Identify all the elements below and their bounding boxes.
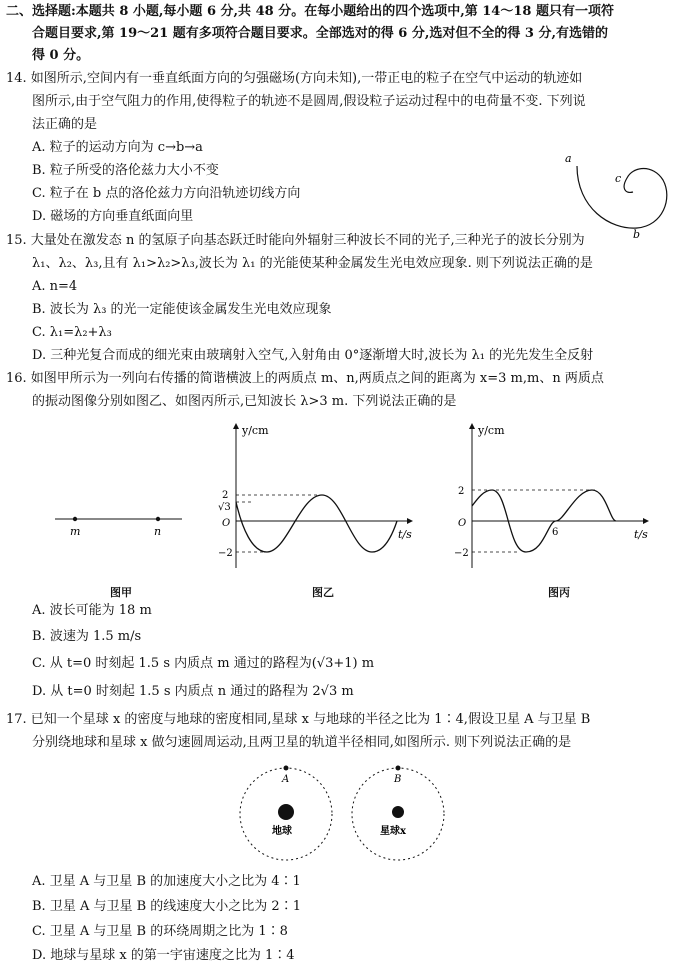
q17-stem-line2: 分别绕地球和星球 x 做匀速圆周运动,且两卫星的轨道半径相同,如图所示. 则下列说法正确的是 bbox=[32, 735, 572, 750]
tick-2: 2 bbox=[458, 486, 465, 497]
caption-yi: 图乙 bbox=[312, 586, 334, 599]
tick-root3: √3 bbox=[218, 502, 231, 513]
q14-trajectory-figure bbox=[555, 148, 675, 238]
q15-option-d: D. 三种光复合而成的细光束由玻璃射入空气,入射角由 0°逐渐增大时,波长为 λ₁ 的光先发生全反射 bbox=[32, 348, 594, 363]
xlabel: t/s bbox=[398, 528, 412, 541]
satellite-b bbox=[396, 766, 401, 771]
label-planet: 星球x bbox=[380, 826, 406, 837]
q17-stem-line1: 17. 已知一个星球 x 的密度与地球的密度相同,星球 x 与地球的半径之比为 1∶4,假设卫星 A 与卫星 B bbox=[6, 712, 591, 727]
label-c: c bbox=[615, 172, 622, 185]
tick-origin: O bbox=[458, 518, 467, 529]
q15-option-b: B. 波长为 λ₃ 的光一定能使该金属发生光电效应现象 bbox=[32, 302, 332, 317]
section-header-line2: 合题目要求,第 19～21 题有多项符合题目要求。全部选对的得 6 分,选对但不全的得 3 分,有选错的 bbox=[32, 26, 609, 41]
q16-fig-yi bbox=[212, 418, 424, 578]
q15-option-a: A. n=4 bbox=[32, 279, 78, 294]
q15-option-c: C. λ₁=λ₂+λ₃ bbox=[32, 325, 112, 340]
q16-option-b: B. 波速为 1.5 m/s bbox=[32, 629, 142, 644]
q14-stem-line3: 法正确的是 bbox=[32, 117, 98, 132]
q16-fig-jia bbox=[50, 505, 190, 545]
tick-minus2: −2 bbox=[454, 548, 469, 559]
q17-option-c: C. 卫星 A 与卫星 B 的环绕周期之比为 1∶8 bbox=[32, 924, 288, 939]
vibration-curve-m bbox=[236, 495, 397, 552]
q14-option-b: B. 粒子所受的洛伦兹力大小不变 bbox=[32, 163, 219, 178]
tick-6: 6 bbox=[552, 527, 559, 538]
label-m: m bbox=[70, 525, 81, 538]
point-n bbox=[156, 517, 160, 521]
q16-option-a: A. 波长可能为 18 m bbox=[32, 603, 152, 618]
caption-bing: 图丙 bbox=[548, 586, 570, 599]
tick-origin: O bbox=[222, 518, 231, 529]
section-header-line3: 得 0 分。 bbox=[32, 48, 90, 63]
q16-stem-line1: 16. 如图甲所示为一列向右传播的简谐横波上的两质点 m、n,两质点之间的距离为 x=3 m,m、n 两质点 bbox=[6, 371, 604, 386]
q16-stem-line2: 的振动图像分别如图乙、如图丙所示,已知波长 λ>3 m. 下列说法正确的是 bbox=[32, 394, 457, 409]
xlabel: t/s bbox=[634, 528, 648, 541]
q17-option-d: D. 地球与星球 x 的第一宇宙速度之比为 1∶4 bbox=[32, 948, 295, 963]
tick-minus2: −2 bbox=[218, 548, 233, 559]
caption-jia: 图甲 bbox=[110, 586, 132, 599]
point-m bbox=[73, 517, 77, 521]
q16-option-c: C. 从 t=0 时刻起 1.5 s 内质点 m 通过的路程为(√3+1) m bbox=[32, 656, 375, 671]
label-sat-b: B bbox=[394, 774, 402, 785]
q16-option-d: D. 从 t=0 时刻起 1.5 s 内质点 n 通过的路程为 2√3 m bbox=[32, 684, 354, 699]
ylabel: y/cm bbox=[242, 424, 269, 437]
q14-option-c: C. 粒子在 b 点的洛伦兹力方向沿轨迹切线方向 bbox=[32, 186, 301, 201]
label-earth: 地球 bbox=[272, 826, 292, 837]
label-n: n bbox=[154, 525, 162, 538]
q17-option-a: A. 卫星 A 与卫星 B 的加速度大小之比为 4∶1 bbox=[32, 874, 301, 889]
earth-body bbox=[278, 804, 294, 820]
trajectory-curve bbox=[577, 166, 667, 228]
section-header-line1: 二、选择题:本题共 8 小题,每小题 6 分,共 48 分。在每小题给出的四个选项中,第 14～18 题只有一项符 bbox=[6, 4, 614, 19]
planet-body bbox=[392, 806, 404, 818]
label-a: a bbox=[565, 152, 572, 165]
label-sat-a: A bbox=[282, 774, 290, 785]
q16-fig-bing bbox=[448, 418, 660, 578]
q17-option-b: B. 卫星 A 与卫星 B 的线速度大小之比为 2∶1 bbox=[32, 899, 301, 914]
label-b: b bbox=[633, 228, 641, 238]
satellite-a bbox=[284, 766, 289, 771]
q14-stem-line2: 图所示,由于空气阻力的作用,使得粒子的轨迹不是圆周,假设粒子运动过程中的电荷量不变. 下列说 bbox=[32, 94, 586, 109]
q15-stem-line2: λ₁、λ₂、λ₃,且有 λ₁>λ₂>λ₃,波长为 λ₁ 的光能使某种金属发生光电效应现象. 则下列说法正确的是 bbox=[32, 256, 593, 271]
q14-option-d: D. 磁场的方向垂直纸面向里 bbox=[32, 209, 194, 224]
q15-stem-line1: 15. 大量处在激发态 n 的氢原子向基态跃迁时能向外辐射三种波长不同的光子,三种光子的波长分别为 bbox=[6, 233, 585, 248]
q17-orbit-figure bbox=[228, 760, 468, 868]
q14-stem-line1: 14. 如图所示,空间内有一垂直纸面方向的匀强磁场(方向未知),一带正电的粒子在空气中运动的轨迹如 bbox=[6, 71, 583, 86]
tick-2: 2 bbox=[222, 490, 229, 501]
q14-option-a: A. 粒子的运动方向为 c→b→a bbox=[32, 140, 203, 155]
ylabel: y/cm bbox=[478, 424, 505, 437]
